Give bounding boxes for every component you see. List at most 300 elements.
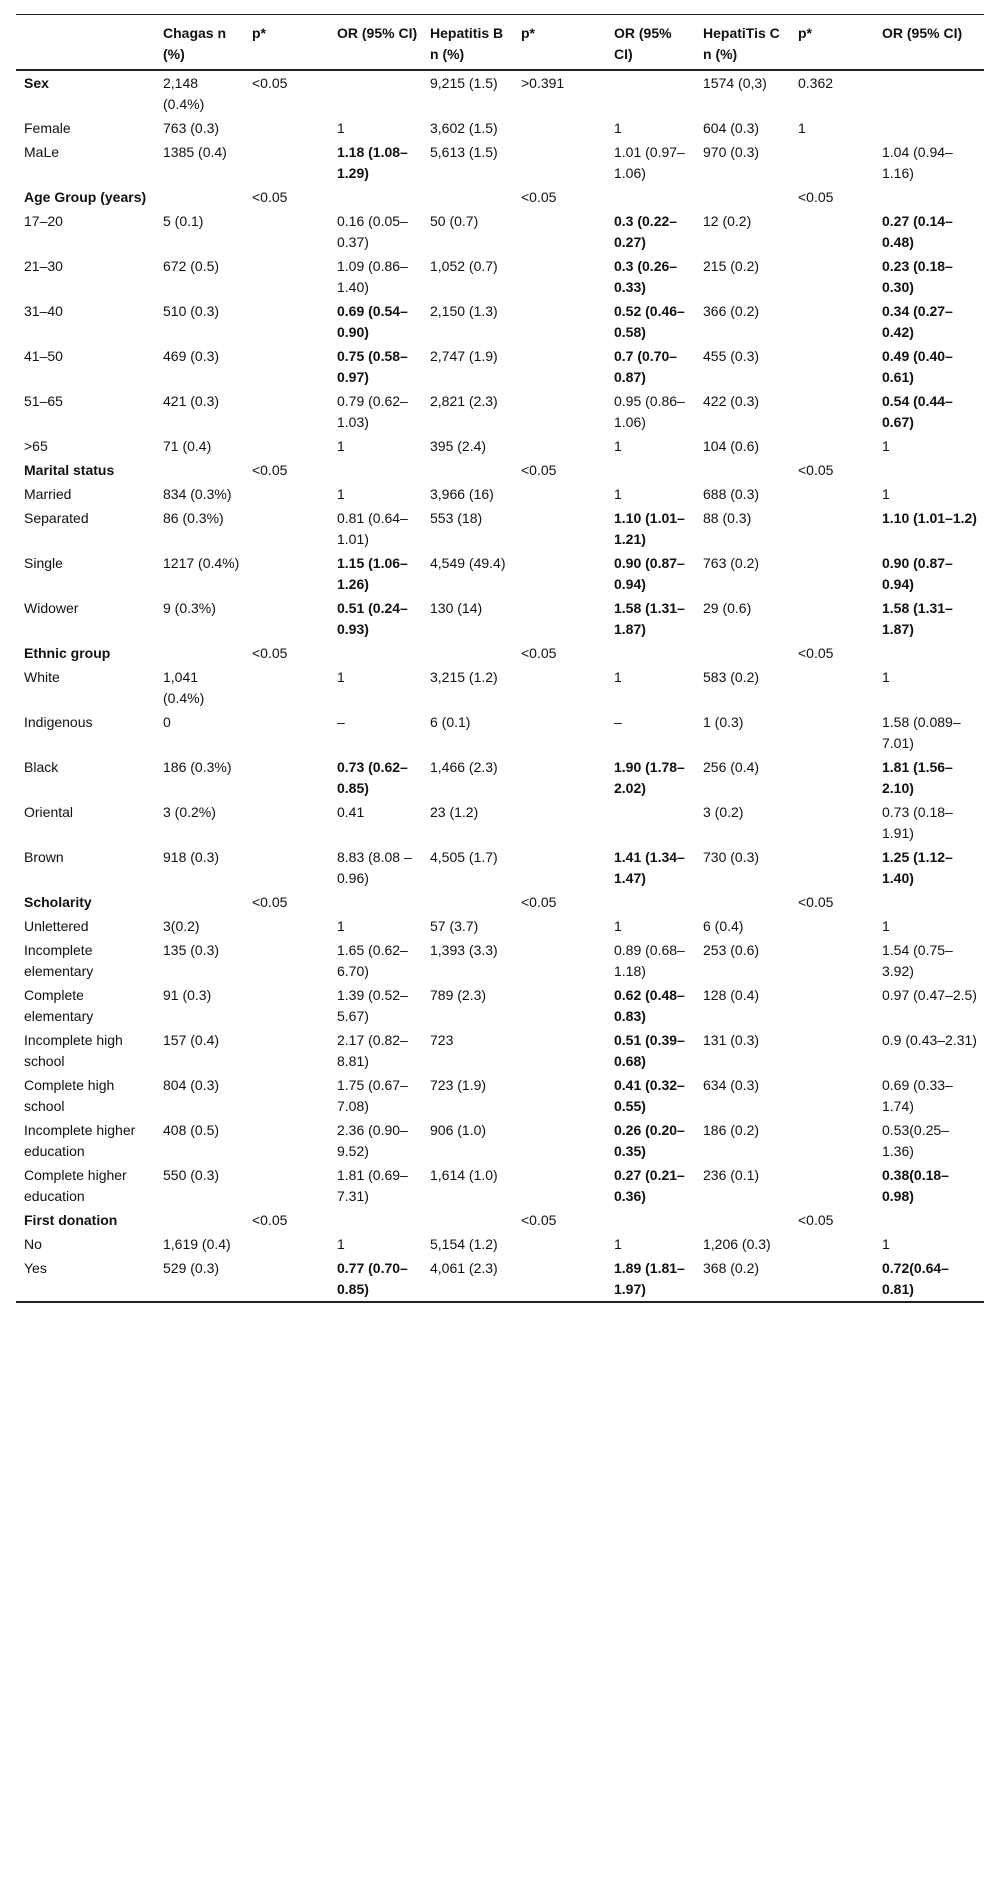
- table-cell: 421 (0.3): [163, 393, 220, 409]
- row-label: Widower: [24, 600, 79, 616]
- table-cell: [874, 890, 984, 914]
- row-label: Incomplete elementary: [24, 942, 94, 979]
- table-cell: [513, 140, 606, 185]
- table-cell: [513, 1028, 606, 1073]
- table-cell: [790, 140, 874, 185]
- table-cell: [790, 665, 874, 710]
- table-row: [16, 983, 984, 1028]
- table-cell: [513, 551, 606, 596]
- table-cell: [329, 458, 422, 482]
- table-cell: 763 (0.3): [163, 120, 220, 136]
- table-cell: [606, 890, 695, 914]
- table-cell: 672 (0.5): [163, 258, 220, 274]
- table-cell: 1,619 (0.4): [163, 1236, 231, 1252]
- table-cell: [790, 800, 874, 845]
- table-cell: 256 (0.4): [703, 759, 760, 775]
- table-cell: 1.58 (1.31–1.87): [614, 600, 685, 637]
- row-label: Yes: [24, 1260, 47, 1276]
- table-cell: 763 (0.2): [703, 555, 760, 571]
- table-cell: 1.18 (1.08–1.29): [337, 144, 408, 181]
- column-header-8: p*: [798, 25, 812, 41]
- table-cell: 0.89 (0.68–1.18): [614, 942, 685, 979]
- table-cell: 2,747 (1.9): [430, 348, 498, 364]
- table-cell: 583 (0.2): [703, 669, 760, 685]
- table-cell: 1: [614, 1236, 622, 1252]
- table-cell: 5 (0.1): [163, 213, 204, 229]
- section-row: [16, 1208, 984, 1232]
- table-cell: [244, 434, 329, 458]
- column-header-1: Chagas n (%): [163, 25, 227, 62]
- table-cell: [244, 983, 329, 1028]
- table-cell: [244, 506, 329, 551]
- table-cell: 0: [163, 714, 171, 730]
- table-cell: 6 (0.1): [430, 714, 471, 730]
- table-cell: 0.23 (0.18–0.30): [882, 258, 953, 295]
- table-cell: 688 (0.3): [703, 486, 760, 502]
- table-cell: 730 (0.3): [703, 849, 760, 865]
- table-cell: –: [614, 714, 622, 730]
- table-cell: 2,821 (2.3): [430, 393, 498, 409]
- table-cell: 604 (0.3): [703, 120, 760, 136]
- table-row: [16, 1256, 984, 1302]
- table-cell: 3(0.2): [163, 918, 200, 934]
- table-cell: 0.62 (0.48–0.83): [614, 987, 685, 1024]
- table-cell: 1.75 (0.67–7.08): [337, 1077, 408, 1114]
- table-cell: [244, 665, 329, 710]
- row-label: Complete higher education: [24, 1167, 127, 1204]
- table-cell: [422, 890, 513, 914]
- row-label: 51–65: [24, 393, 63, 409]
- table-cell: 0.52 (0.46–0.58): [614, 303, 685, 340]
- table-cell: 1,052 (0.7): [430, 258, 498, 274]
- table-cell: <0.05: [252, 1212, 288, 1228]
- table-cell: 157 (0.4): [163, 1032, 220, 1048]
- table-cell: 408 (0.5): [163, 1122, 220, 1138]
- table-cell: 455 (0.3): [703, 348, 760, 364]
- table-row: [16, 1028, 984, 1073]
- table-cell: [422, 641, 513, 665]
- table-cell: 253 (0.6): [703, 942, 760, 958]
- column-header-2: p*: [252, 25, 266, 41]
- table-cell: [790, 344, 874, 389]
- table-cell: 1.54 (0.75–3.92): [882, 942, 953, 979]
- table-cell: 71 (0.4): [163, 438, 212, 454]
- table-cell: 130 (14): [430, 600, 483, 616]
- table-cell: [513, 596, 606, 641]
- table-cell: [422, 458, 513, 482]
- table-cell: 1: [882, 918, 890, 934]
- table-cell: [513, 116, 606, 140]
- table-cell: 0.16 (0.05–0.37): [337, 213, 408, 250]
- table-cell: 0.3 (0.22–0.27): [614, 213, 678, 250]
- table-cell: 1,393 (3.3): [430, 942, 498, 958]
- table-cell: [513, 506, 606, 551]
- table-cell: 3 (0.2): [703, 804, 744, 820]
- table-cell: 186 (0.2): [703, 1122, 760, 1138]
- table-cell: [244, 1028, 329, 1073]
- table-cell: 3,602 (1.5): [430, 120, 498, 136]
- table-cell: 1.10 (1.01–1.2): [882, 510, 977, 526]
- table-cell: 4,549 (49.4): [430, 555, 506, 571]
- table-cell: 1: [337, 486, 345, 502]
- row-label: Indigenous: [24, 714, 93, 730]
- section-label: Scholarity: [24, 894, 92, 910]
- table-cell: 9 (0.3%): [163, 600, 216, 616]
- table-cell: 12 (0.2): [703, 213, 752, 229]
- table-cell: 1.81 (0.69–7.31): [337, 1167, 408, 1204]
- table-cell: 0.81 (0.64–1.01): [337, 510, 408, 547]
- table-cell: [874, 70, 984, 116]
- table-cell: <0.05: [521, 462, 557, 478]
- table-cell: 29 (0.6): [703, 600, 752, 616]
- table-cell: 4,505 (1.7): [430, 849, 498, 865]
- section-label: Ethnic group: [24, 645, 111, 661]
- section-label: First donation: [24, 1212, 118, 1228]
- section-row: [16, 890, 984, 914]
- table-cell: [513, 755, 606, 800]
- table-cell: [790, 596, 874, 641]
- table-cell: [513, 800, 606, 845]
- table-cell: 5,154 (1.2): [430, 1236, 498, 1252]
- table-cell: [695, 458, 790, 482]
- section-label: Sex: [24, 75, 49, 91]
- table-cell: 1: [337, 120, 345, 136]
- table-cell: [790, 1028, 874, 1073]
- table-cell: 0.51 (0.39–0.68): [614, 1032, 685, 1069]
- table-row: [16, 914, 984, 938]
- table-cell: 135 (0.3): [163, 942, 220, 958]
- table-cell: 1: [337, 1236, 345, 1252]
- table-row: [16, 434, 984, 458]
- table-cell: 0.362: [798, 75, 834, 91]
- section-label: Age Group (years): [24, 189, 147, 205]
- table-header: [16, 15, 984, 71]
- table-row: [16, 755, 984, 800]
- table-cell: 215 (0.2): [703, 258, 760, 274]
- table-cell: 3,215 (1.2): [430, 669, 498, 685]
- table-cell: [244, 755, 329, 800]
- table-cell: [244, 482, 329, 506]
- table-cell: [513, 1163, 606, 1208]
- table-cell: 1.90 (1.78–2.02): [614, 759, 685, 796]
- table-cell: <0.05: [521, 1212, 557, 1228]
- column-header-7: HepatiTis C n (%): [703, 25, 780, 62]
- row-label: MaLe: [24, 144, 60, 160]
- table-cell: <0.05: [252, 462, 288, 478]
- table-cell: <0.05: [798, 462, 834, 478]
- table-cell: 550 (0.3): [163, 1167, 220, 1183]
- table-cell: [790, 1163, 874, 1208]
- table-cell: [695, 641, 790, 665]
- table-cell: [513, 914, 606, 938]
- table-cell: 86 (0.3%): [163, 510, 224, 526]
- table-cell: 0.51 (0.24–0.93): [337, 600, 408, 637]
- table-cell: 1 (0.3): [703, 714, 744, 730]
- table-cell: [790, 1232, 874, 1256]
- table-cell: 0.34 (0.27–0.42): [882, 303, 953, 340]
- table-cell: 1.04 (0.94–1.16): [882, 144, 953, 181]
- table-cell: 4,061 (2.3): [430, 1260, 498, 1276]
- table-cell: 469 (0.3): [163, 348, 220, 364]
- table-cell: [329, 890, 422, 914]
- table-cell: <0.05: [798, 1212, 834, 1228]
- table-cell: [790, 938, 874, 983]
- table-cell: 1.65 (0.62–6.70): [337, 942, 408, 979]
- table-cell: 0.7 (0.70–0.87): [614, 348, 678, 385]
- table-row: [16, 482, 984, 506]
- table-cell: [513, 845, 606, 890]
- table-cell: 1.58 (0.089–7.01): [882, 714, 961, 751]
- table-cell: [244, 1232, 329, 1256]
- table-cell: [790, 299, 874, 344]
- table-cell: 422 (0.3): [703, 393, 760, 409]
- table-cell: <0.05: [798, 645, 834, 661]
- table-cell: 3 (0.2%): [163, 804, 216, 820]
- row-label: Black: [24, 759, 59, 775]
- table-cell: [513, 389, 606, 434]
- table-cell: 1: [882, 438, 890, 454]
- table-cell: 804 (0.3): [163, 1077, 220, 1093]
- table-cell: [244, 800, 329, 845]
- table-cell: 0.9 (0.43–2.31): [882, 1032, 977, 1048]
- column-header-5: p*: [521, 25, 535, 41]
- table-cell: 1.58 (1.31–1.87): [882, 600, 953, 637]
- table-cell: 8.83 (8.08 – 0.96): [337, 849, 412, 886]
- table-row: [16, 1073, 984, 1118]
- table-cell: 1.39 (0.52–5.67): [337, 987, 408, 1024]
- table-cell: 510 (0.3): [163, 303, 220, 319]
- table-cell: 131 (0.3): [703, 1032, 760, 1048]
- table-cell: 0.90 (0.87–0.94): [614, 555, 685, 592]
- table-row: [16, 1118, 984, 1163]
- table-cell: [422, 185, 513, 209]
- table-cell: 6 (0.4): [703, 918, 744, 934]
- table-cell: 789 (2.3): [430, 987, 487, 1003]
- table-cell: 0.27 (0.14–0.48): [882, 213, 953, 250]
- table-cell: [790, 755, 874, 800]
- table-cell: 5,613 (1.5): [430, 144, 498, 160]
- table-cell: [329, 641, 422, 665]
- table-cell: 2,148 (0.4%): [163, 75, 205, 112]
- table-cell: >0.391: [521, 75, 565, 91]
- row-label: 41–50: [24, 348, 63, 364]
- table-cell: [874, 641, 984, 665]
- table-cell: 3,966 (16): [430, 486, 494, 502]
- table-cell: [155, 890, 244, 914]
- table-cell: 366 (0.2): [703, 303, 760, 319]
- table-cell: [513, 665, 606, 710]
- table-cell: 918 (0.3): [163, 849, 220, 865]
- table-cell: 0.41 (0.32–0.55): [614, 1077, 685, 1114]
- table-cell: [244, 1073, 329, 1118]
- table-cell: [790, 1073, 874, 1118]
- table-cell: [695, 890, 790, 914]
- row-label: Female: [24, 120, 71, 136]
- table-cell: 1: [614, 918, 622, 934]
- table-cell: 0.90 (0.87–0.94): [882, 555, 953, 592]
- table-cell: 0.73 (0.62–0.85): [337, 759, 408, 796]
- table-row: [16, 209, 984, 254]
- header-row: [16, 15, 984, 71]
- table-row: [16, 596, 984, 641]
- table-cell: [513, 1118, 606, 1163]
- table-cell: 0.41: [337, 804, 365, 820]
- table-cell: 50 (0.7): [430, 213, 479, 229]
- table-body: [16, 70, 984, 1302]
- table-cell: 0.49 (0.40–0.61): [882, 348, 953, 385]
- table-cell: 395 (2.4): [430, 438, 487, 454]
- table-cell: 0.79 (0.62–1.03): [337, 393, 408, 430]
- table-cell: [329, 1208, 422, 1232]
- table-cell: [244, 914, 329, 938]
- table-row: [16, 551, 984, 596]
- table-cell: [695, 1208, 790, 1232]
- table-cell: [790, 983, 874, 1028]
- table-cell: 906 (1.0): [430, 1122, 487, 1138]
- table-cell: 834 (0.3%): [163, 486, 232, 502]
- table-cell: [244, 140, 329, 185]
- table-cell: 88 (0.3): [703, 510, 752, 526]
- table-cell: 970 (0.3): [703, 144, 760, 160]
- table-row: [16, 938, 984, 983]
- table-cell: 1.89 (1.81–1.97): [614, 1260, 685, 1297]
- table-row: [16, 845, 984, 890]
- table-cell: 2,150 (1.3): [430, 303, 498, 319]
- table-cell: [155, 458, 244, 482]
- table-cell: 0.72(0.64–0.81): [882, 1260, 949, 1297]
- table-cell: <0.05: [521, 894, 557, 910]
- table-cell: [513, 434, 606, 458]
- table-cell: 1: [882, 1236, 890, 1252]
- table-cell: 9,215 (1.5): [430, 75, 498, 91]
- table-cell: 1.81 (1.56–2.10): [882, 759, 953, 796]
- section-label: Marital status: [24, 462, 115, 478]
- table-cell: [874, 116, 984, 140]
- row-label: Brown: [24, 849, 64, 865]
- table-cell: [790, 551, 874, 596]
- section-row: [16, 458, 984, 482]
- table-cell: 1,466 (2.3): [430, 759, 498, 775]
- table-cell: 723 (1.9): [430, 1077, 487, 1093]
- table-cell: [790, 845, 874, 890]
- table-cell: [606, 800, 695, 845]
- row-label: Married: [24, 486, 72, 502]
- table-row: [16, 506, 984, 551]
- row-label: White: [24, 669, 60, 685]
- table-row: [16, 344, 984, 389]
- table-row: [16, 710, 984, 755]
- table-cell: [329, 70, 422, 116]
- table-row: [16, 140, 984, 185]
- column-header-6: OR (95% CI): [614, 25, 672, 62]
- table-cell: [790, 482, 874, 506]
- column-header-9: OR (95% CI): [882, 25, 963, 41]
- table-cell: [513, 482, 606, 506]
- column-header-0: [16, 15, 155, 71]
- table-cell: [329, 185, 422, 209]
- table-cell: [790, 710, 874, 755]
- table-cell: [790, 1118, 874, 1163]
- table-cell: [244, 389, 329, 434]
- row-label: 31–40: [24, 303, 63, 319]
- column-header-3: OR (95% CI): [337, 25, 418, 41]
- table-cell: 1: [337, 669, 345, 685]
- table-cell: 1,041 (0.4%): [163, 669, 205, 706]
- table-row: [16, 1232, 984, 1256]
- table-cell: [790, 434, 874, 458]
- table-cell: 368 (0.2): [703, 1260, 760, 1276]
- table-cell: 0.53(0.25–1.36): [882, 1122, 949, 1159]
- table-cell: [244, 551, 329, 596]
- table-cell: 1,614 (1.0): [430, 1167, 498, 1183]
- table-cell: [513, 344, 606, 389]
- table-cell: [513, 1073, 606, 1118]
- table-cell: 0.69 (0.33–1.74): [882, 1077, 953, 1114]
- table-cell: [244, 344, 329, 389]
- table-cell: [790, 389, 874, 434]
- section-row: [16, 641, 984, 665]
- table-cell: 1: [337, 918, 345, 934]
- table-cell: <0.05: [798, 894, 834, 910]
- table-cell: 236 (0.1): [703, 1167, 760, 1183]
- table-cell: <0.05: [521, 645, 557, 661]
- table-cell: <0.05: [252, 75, 288, 91]
- table-cell: 128 (0.4): [703, 987, 760, 1003]
- table-cell: 1: [614, 669, 622, 685]
- table-cell: [244, 116, 329, 140]
- table-cell: 0.77 (0.70–0.85): [337, 1260, 408, 1297]
- table-cell: [874, 458, 984, 482]
- table-cell: [513, 254, 606, 299]
- table-cell: [606, 185, 695, 209]
- table-cell: 1385 (0.4): [163, 144, 227, 160]
- table-cell: 0.3 (0.26–0.33): [614, 258, 678, 295]
- table-cell: [513, 1256, 606, 1302]
- table-cell: [513, 1232, 606, 1256]
- row-label: 17–20: [24, 213, 63, 229]
- table-cell: <0.05: [521, 189, 557, 205]
- table-cell: 0.75 (0.58–0.97): [337, 348, 408, 385]
- table-cell: [606, 458, 695, 482]
- table-cell: 104 (0.6): [703, 438, 760, 454]
- table-cell: 0.38(0.18–0.98): [882, 1167, 949, 1204]
- table-cell: 91 (0.3): [163, 987, 212, 1003]
- table-cell: 1217 (0.4%): [163, 555, 240, 571]
- table-row: [16, 1163, 984, 1208]
- table-cell: 1: [882, 669, 890, 685]
- table-cell: [606, 1208, 695, 1232]
- table-cell: [790, 209, 874, 254]
- table-cell: 1: [614, 438, 622, 454]
- table-cell: 1.09 (0.86–1.40): [337, 258, 408, 295]
- table-cell: [244, 1256, 329, 1302]
- table-cell: 0.26 (0.20–0.35): [614, 1122, 685, 1159]
- table-cell: 723: [430, 1032, 454, 1048]
- table-cell: 1574 (0,3): [703, 75, 767, 91]
- table-cell: <0.05: [798, 189, 834, 205]
- table-cell: [790, 1256, 874, 1302]
- table-cell: 1.25 (1.12–1.40): [882, 849, 953, 886]
- table-cell: 634 (0.3): [703, 1077, 760, 1093]
- row-label: No: [24, 1236, 42, 1252]
- table-cell: [155, 1208, 244, 1232]
- table-cell: [513, 209, 606, 254]
- table-cell: [244, 710, 329, 755]
- table-cell: [695, 185, 790, 209]
- table-cell: 0.73 (0.18–1.91): [882, 804, 953, 841]
- table-cell: [155, 641, 244, 665]
- table-cell: 2.36 (0.90–9.52): [337, 1122, 408, 1159]
